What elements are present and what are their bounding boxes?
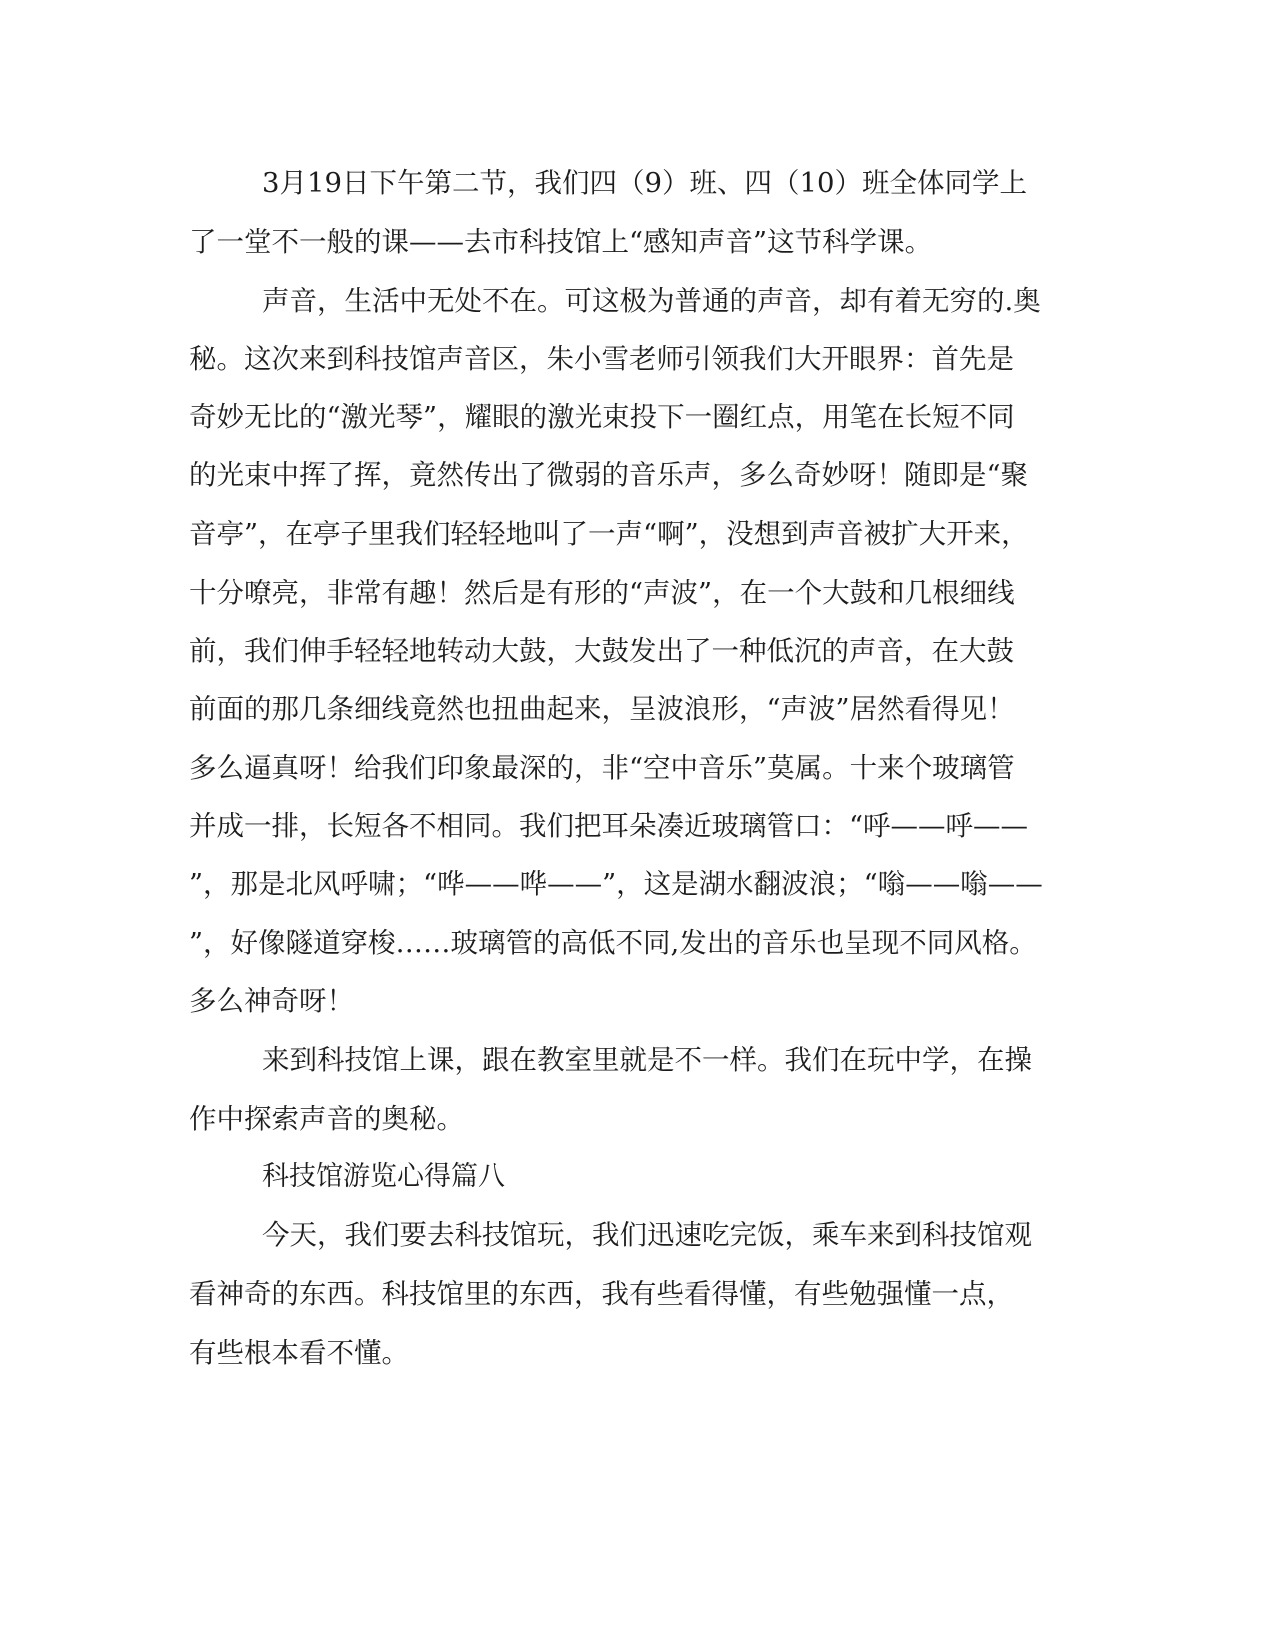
paragraph-2-line-8: 前面的那几条细线竟然也扭曲起来，呈波浪形，“声波”居然看得见！ xyxy=(189,693,1015,725)
section-heading: 科技馆游览心得篇八 xyxy=(262,1161,505,1192)
paragraph-2-line-10: 并成一排，长短各不相同。我们把耳朵凑近玻璃管口：“呼——呼—— xyxy=(189,810,1029,842)
paragraph-2-line-3: 奇妙无比的“激光琴”，耀眼的激光束投下一圈红点，用笔在长短不同 xyxy=(189,401,1015,433)
paragraph-4-line-1: 今天，我们要去科技馆玩，我们迅速吃完饭，乘车来到科技馆观 xyxy=(262,1219,1032,1251)
paragraph-2-line-1: 声音，生活中无处不在。可这极为普通的声音，却有着无穷的.奥 xyxy=(262,285,1041,317)
paragraph-2-line-6: 十分嘹亮，非常有趣！然后是有形的“声波”，在一个大鼓和几根细线 xyxy=(189,577,1015,609)
paragraph-2-line-7: 前，我们伸手轻轻地转动大鼓，大鼓发出了一种低沉的声音，在大鼓 xyxy=(189,635,1014,667)
paragraph-2-line-2: 秘。这次来到科技馆声音区，朱小雪老师引领我们大开眼界：首先是 xyxy=(189,343,1014,375)
paragraph-2-line-13: 多么神奇呀！ xyxy=(189,985,354,1017)
paragraph-2-line-11: ”，那是北风呼啸；“哗——哗——”，这是湖水翻波浪；“嗡——嗡—— xyxy=(189,868,1043,900)
paragraph-2-line-9: 多么逼真呀！给我们印象最深的，非“空中音乐”莫属。十来个玻璃管 xyxy=(189,752,1015,784)
paragraph-2-line-5: 音亭”，在亭子里我们轻轻地叫了一声“啊”，没想到声音被扩大开来， xyxy=(189,518,1029,550)
paragraph-2-line-12: ”，好像隧道穿梭……玻璃管的高低不同,发出的音乐也呈现不同风格。 xyxy=(189,927,1037,959)
paragraph-1-line-2: 了一堂不一般的课——去市科技馆上“感知声音”这节科学课。 xyxy=(189,226,933,258)
paragraph-3-line-1: 来到科技馆上课，跟在教室里就是不一样。我们在玩中学，在操 xyxy=(262,1044,1032,1076)
paragraph-4-line-2: 看神奇的东西。科技馆里的东西，我有些看得懂，有些勉强懂一点， xyxy=(189,1278,1014,1310)
paragraph-1-line-1: 3月19日下午第二节，我们四（9）班、四（10）班全体同学上 xyxy=(262,167,1027,199)
paragraph-4-line-3: 有些根本看不懂。 xyxy=(189,1337,409,1369)
paragraph-3-line-2: 作中探索声音的奥秘。 xyxy=(189,1103,464,1135)
paragraph-2-line-4: 的光束中挥了挥，竟然传出了微弱的音乐声，多么奇妙呀！随即是“聚 xyxy=(189,459,1029,491)
